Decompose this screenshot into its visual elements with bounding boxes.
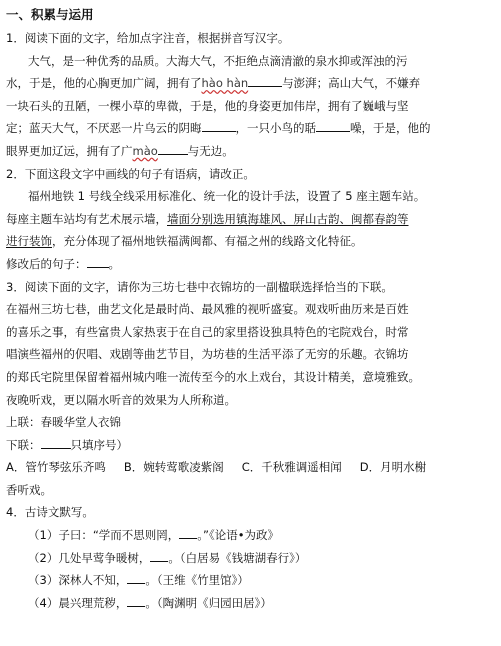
- answer-blank-haohan[interactable]: [248, 72, 282, 87]
- section-title: 一、积累与运用: [6, 7, 94, 22]
- q1-line-4: 定；蓝天大气，不厌恶一片乌云的阴晦 ，一只小鸟的聒 噪，于是，他的: [6, 117, 495, 140]
- q2-prompt: 2．下面这段文字中画线的句子有语病，请改正。: [6, 166, 255, 181]
- couplet-lower: 下联： 只填序号）: [6, 434, 495, 457]
- q4-item-2: （2）几处早莺争暖树， 。（白居易《钱塘湖春行》）: [6, 547, 495, 570]
- q3-prompt: 3．阅读下面的文字，请你为三坊七巷中衣锦坊的一副楹联选择恰当的下联。: [6, 279, 393, 294]
- q4-prompt: 4．古诗文默写。: [6, 505, 94, 520]
- q3-line-4: 的郑氏宅院里保留着福州城内唯一流传至今的水上戏台，其设计精美，意境雅致。: [6, 369, 420, 384]
- answer-blank-item-2[interactable]: [150, 547, 168, 562]
- q4-item-1: （1）子曰：“学而不思则罔， 。”《论语•为政》: [6, 524, 495, 547]
- q2-answer: 修改后的句子： 。: [6, 253, 495, 276]
- option-d-continued: 香听戏。: [6, 482, 52, 497]
- underlined-sentence-part-2: 进行装饰: [6, 234, 52, 249]
- q2-line-1: 福州地铁 1 号线全线采用标准化、统一化的设计手法，设置了 5 座主题车站。: [28, 189, 426, 204]
- q3-line-2: 的喜乐之事，有些富贵人家热衷于在自己的家里搭设独具特色的宅院戏台，时常: [6, 324, 409, 339]
- answer-blank-hui[interactable]: [202, 117, 236, 132]
- answer-blank-item-4[interactable]: [127, 592, 145, 607]
- q1-line-3: 一块石头的丑陋，一棵小草的卑微，于是，他的身姿更加伟岸，拥有了巍峨与坚: [6, 98, 409, 113]
- answer-blank-item-1[interactable]: [179, 524, 197, 539]
- q4-item-3: （3）深林人不知， 。（王维《竹里馆》）: [6, 569, 495, 592]
- q1-prompt: 1．阅读下面的文字，给加点字注音，根据拼音写汉字。: [6, 31, 290, 45]
- q4-item-4: （4）晨兴理荒秽， 。（陶渊明《归园田居》）: [6, 592, 495, 615]
- couplet-upper: 上联：春暖华堂人衣锦: [6, 415, 121, 430]
- answer-blank-item-3[interactable]: [127, 569, 145, 584]
- option-d[interactable]: D．月明水榭: [359, 460, 427, 475]
- q3-line-3: 唱演些福州的伬唱、戏剧等曲艺节目，为坊巷的生活平添了无穷的乐趣。衣锦坊: [6, 347, 409, 362]
- pinyin-mao: mào: [132, 143, 158, 158]
- q1-line-2: 水，于是，他的心胸更加广阔，拥有了hào hàn 与澎湃；高山大气，不嫌弃: [6, 72, 495, 95]
- answer-blank-corrected-sentence[interactable]: [87, 253, 109, 268]
- q3-line-5: 夜晚听戏，更以隔水听音的效果为人所称道。: [6, 392, 236, 407]
- q1-line-5: 眼界更加辽远，拥有了广mào 与无边。: [6, 140, 495, 163]
- q3-options: [6, 456, 495, 479]
- q2-line-2: 每座主题车站均有艺术展示墙，墙面分别选用镇海雄风、屏山古韵、闽都春韵等: [6, 211, 409, 226]
- answer-blank-mao[interactable]: [158, 140, 188, 155]
- q1-line-1: 大气，是一种优秀的品质。大海大气，不拒绝点滴清澈的泉水抑或浑浊的污: [28, 53, 408, 68]
- answer-blank-guo[interactable]: [316, 117, 350, 132]
- option-a[interactable]: A．管竹琴弦乐齐鸣: [6, 460, 106, 475]
- answer-blank-couplet[interactable]: [41, 434, 71, 449]
- underlined-sentence-part-1: 墙面分别选用镇海雄风、屏山古韵、闽都春韵等: [167, 211, 409, 226]
- q2-line-3: 进行装饰，充分体现了福州地铁福满闽都、有福之州的线路文化特征。: [6, 234, 363, 249]
- option-b[interactable]: B．婉转莺歌凌紫阁: [123, 460, 224, 475]
- pinyin-haohan: hào hàn: [201, 76, 249, 91]
- option-c[interactable]: C．千秋雅调遥相闻: [241, 460, 342, 475]
- q3-line-1: 在福州三坊七巷，曲艺文化是最时尚、最风雅的视听盛宴。观戏听曲历来是百姓: [6, 302, 409, 317]
